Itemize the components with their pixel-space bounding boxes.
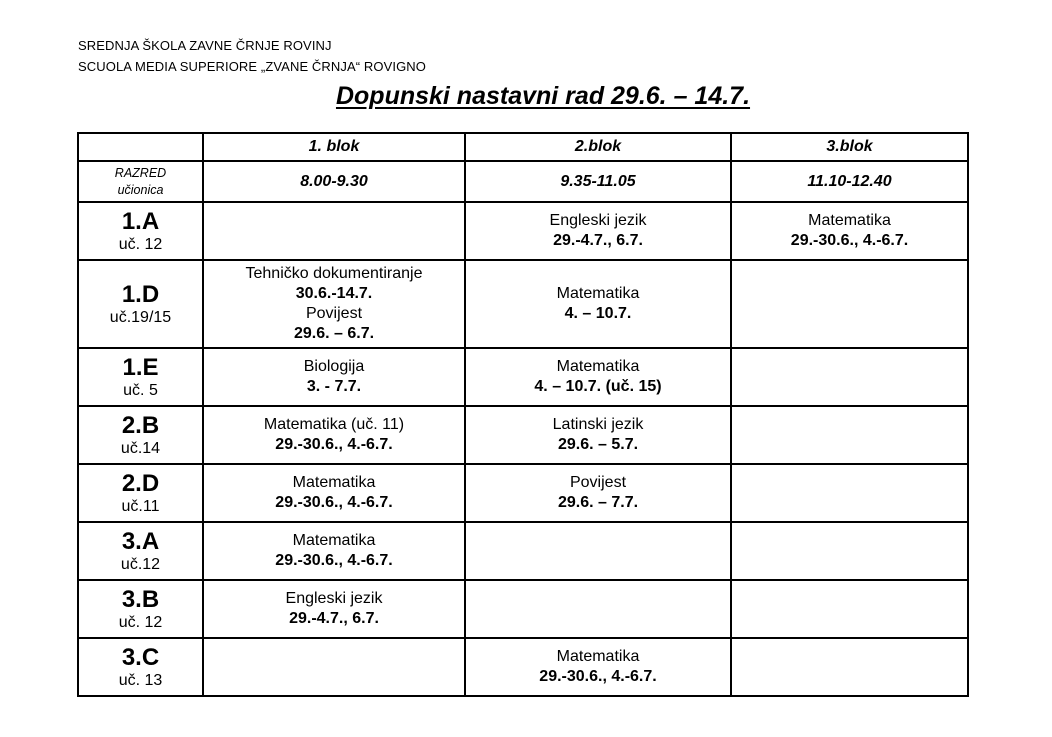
class-name: 1.D [121, 281, 160, 308]
class-cell [78, 406, 203, 464]
class-room: uč. 12 [118, 236, 163, 253]
class-name: 3.B [121, 586, 160, 613]
block-1-cell [203, 348, 465, 406]
razred-header-cell [78, 161, 203, 202]
class-name: 3.C [121, 644, 160, 671]
table-row [78, 522, 968, 580]
block-header-row [78, 133, 968, 161]
document-title: Dopunski nastavni rad 29.6. – 14.7. [335, 82, 751, 110]
block-2-cell [465, 348, 731, 406]
schedule-table [77, 132, 969, 697]
class-name: 1.E [122, 354, 159, 381]
block-1-cell [203, 580, 465, 638]
table-row [78, 464, 968, 522]
class-room: uč.14 [120, 440, 161, 457]
table-row [78, 348, 968, 406]
dates: 29.-4.7., 6.7. [553, 232, 643, 249]
subject: Matematika (uč. 11) [263, 416, 405, 433]
class-room: uč. 12 [118, 614, 163, 631]
block-1-cell [203, 464, 465, 522]
dates: 29.-30.6., 4.-6.7. [275, 436, 393, 453]
class-name: 3.A [121, 528, 160, 555]
subject: Matematika [556, 358, 640, 375]
class-cell [78, 202, 203, 260]
block-2-cell [465, 638, 731, 696]
class-name: 2.D [121, 470, 160, 497]
table-row [78, 260, 968, 348]
block-2-cell [465, 406, 731, 464]
block-1-cell [203, 260, 465, 348]
subject: Matematika [292, 532, 376, 549]
block-2-cell [465, 202, 731, 260]
block-1-cell [203, 406, 465, 464]
class-room: uč.11 [121, 498, 160, 515]
class-room: uč.19/15 [109, 309, 172, 326]
block-header-3: 3.blok [731, 133, 968, 161]
class-cell [78, 348, 203, 406]
corner-cell [78, 133, 203, 161]
block-2-cell [465, 522, 731, 580]
block-3-cell [731, 522, 968, 580]
dates: 29.-4.7., 6.7. [289, 610, 379, 627]
block-3-cell [731, 580, 968, 638]
class-name: 2.B [121, 412, 160, 439]
dates: 3. - 7.7. [306, 378, 362, 395]
table-row [78, 580, 968, 638]
class-cell [78, 464, 203, 522]
block-3-cell [731, 348, 968, 406]
school-name-croatian: SREDNJA ŠKOLA ZAVNE ČRNJE ROVINJ [78, 38, 332, 53]
subject: Latinski jezik [552, 416, 644, 433]
class-cell [78, 580, 203, 638]
razred-label: RAZRED [114, 165, 167, 180]
dates: 29.-30.6., 4.-6.7. [790, 232, 909, 249]
block-header-2: 2.blok [465, 133, 731, 161]
class-room: uč.12 [120, 556, 161, 573]
class-room: uč. 13 [118, 672, 163, 689]
time-block-2: 9.35-11.05 [465, 161, 731, 202]
block-1-cell [203, 522, 465, 580]
subject: Povijest [569, 474, 627, 491]
block-2-cell [465, 580, 731, 638]
block-3-cell [731, 260, 968, 348]
block-3-cell [731, 464, 968, 522]
dates: 4. – 10.7. (uč. 15) [534, 378, 662, 395]
dates: 29.-30.6., 4.-6.7. [539, 668, 657, 685]
subject: Engleski jezik [549, 212, 647, 229]
subject: Matematika [556, 285, 640, 302]
subject: Biologija [303, 358, 365, 375]
subject: Matematika [808, 212, 891, 229]
time-block-1: 8.00-9.30 [203, 161, 465, 202]
block-3-cell [731, 638, 968, 696]
table-row [78, 202, 968, 260]
table-row [78, 638, 968, 696]
dates: 29.-30.6., 4.-6.7. [275, 552, 393, 569]
time-row [78, 161, 968, 202]
dates: 29.6. – 5.7. [557, 436, 639, 453]
block-3-cell [731, 406, 968, 464]
subject: Matematika [556, 648, 640, 665]
ucionica-label: učionica [117, 182, 164, 197]
dates: 29.6. – 7.7. [557, 494, 639, 511]
table-row [78, 406, 968, 464]
subject: Tehničko dokumentiranje [245, 265, 423, 282]
class-cell [78, 522, 203, 580]
block-2-cell [465, 464, 731, 522]
dates: 4. – 10.7. [564, 305, 632, 322]
dates: 30.6.-14.7. [295, 285, 373, 302]
block-header-1: 1. blok [203, 133, 465, 161]
dates-2: 29.6. – 6.7. [293, 325, 375, 342]
school-name-italian: SCUOLA MEDIA SUPERIORE „ZVANE ČRNJA“ ROVIGNO [78, 59, 426, 74]
class-name: 1.A [121, 208, 160, 235]
subject-2: Povijest [305, 305, 363, 322]
block-1-cell [203, 202, 465, 260]
block-1-cell [203, 638, 465, 696]
dates: 29.-30.6., 4.-6.7. [275, 494, 393, 511]
class-cell [78, 260, 203, 348]
block-2-cell [465, 260, 731, 348]
subject: Matematika [292, 474, 376, 491]
class-cell [78, 638, 203, 696]
subject: Engleski jezik [285, 590, 383, 607]
block-3-cell [731, 202, 968, 260]
time-block-3: 11.10-12.40 [731, 161, 968, 202]
class-room: uč. 5 [123, 382, 158, 399]
